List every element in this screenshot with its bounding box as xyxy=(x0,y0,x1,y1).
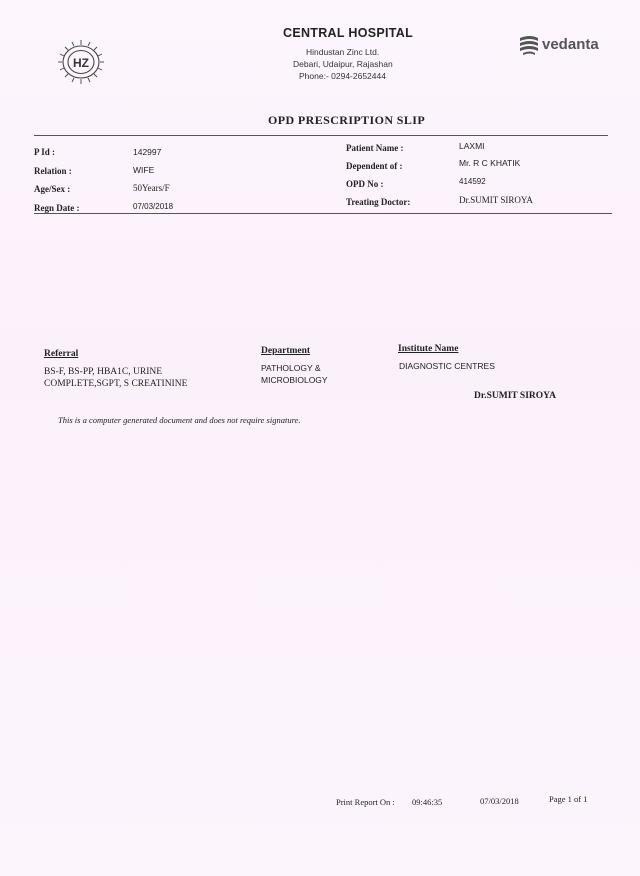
vedanta-logo xyxy=(518,32,604,58)
age-sex-label: Age/Sex : xyxy=(34,184,71,194)
print-date: 07/03/2018 xyxy=(480,796,519,806)
patient-name-label: Patient Name : xyxy=(346,143,404,153)
dependent-of-value: Mr. R C KHATIK xyxy=(459,158,521,168)
bottom-divider xyxy=(34,213,612,214)
hospital-address: Debari, Udaipur, Rajashan xyxy=(293,59,393,69)
referral-text: BS-F, BS-PP, HBA1C, URINE COMPLETE,SGPT, S CREATININE xyxy=(44,367,188,389)
svg-text:vedanta: vedanta xyxy=(542,36,599,53)
disclaimer: This is a computer generated document and does not require signature. xyxy=(58,415,301,425)
hospital-phone: Phone:- 0294-2652444 xyxy=(299,71,386,81)
dependent-of-label: Dependent of : xyxy=(346,161,403,171)
page-number: Page 1 of 1 xyxy=(549,794,588,804)
referral-heading: Referral xyxy=(44,349,79,359)
regn-date-label: Regn Date : xyxy=(34,203,80,213)
svg-text:HZ: HZ xyxy=(73,56,89,70)
pid-value: 142997 xyxy=(133,147,162,157)
institute-value: DIAGNOSTIC CENTRES xyxy=(399,361,495,371)
hindustan-zinc-logo xyxy=(50,38,112,86)
pid-label: P Id : xyxy=(34,147,56,157)
treating-doctor-value: Dr.SUMIT SIROYA xyxy=(459,195,533,205)
hospital-company: Hindustan Zinc Ltd. xyxy=(306,47,380,57)
relation-label: Relation : xyxy=(34,166,72,176)
institute-heading: Institute Name xyxy=(398,344,459,354)
opd-no-label: OPD No : xyxy=(346,179,384,189)
print-report-label: Print Report On : xyxy=(336,797,395,807)
slip-title: OPD PRESCRIPTION SLIP xyxy=(268,113,426,127)
patient-name-value: LAXMI xyxy=(459,141,485,151)
age-sex-value: 50Years/F xyxy=(133,183,170,193)
print-time: 09:46:35 xyxy=(412,797,443,807)
regn-date-value: 07/03/2018 xyxy=(133,202,174,211)
top-divider xyxy=(34,135,608,136)
department-line1: PATHOLOGY & xyxy=(261,363,321,373)
department-line2: MICROBIOLOGY xyxy=(261,375,328,385)
hospital-name: CENTRAL HOSPITAL xyxy=(283,26,414,40)
relation-value: WIFE xyxy=(133,165,155,175)
treating-doctor-label: Treating Doctor: xyxy=(346,197,411,207)
doctor-signature: Dr.SUMIT SIROYA xyxy=(474,391,557,401)
department-heading: Department xyxy=(261,346,311,356)
opd-no-value: 414592 xyxy=(459,177,486,186)
